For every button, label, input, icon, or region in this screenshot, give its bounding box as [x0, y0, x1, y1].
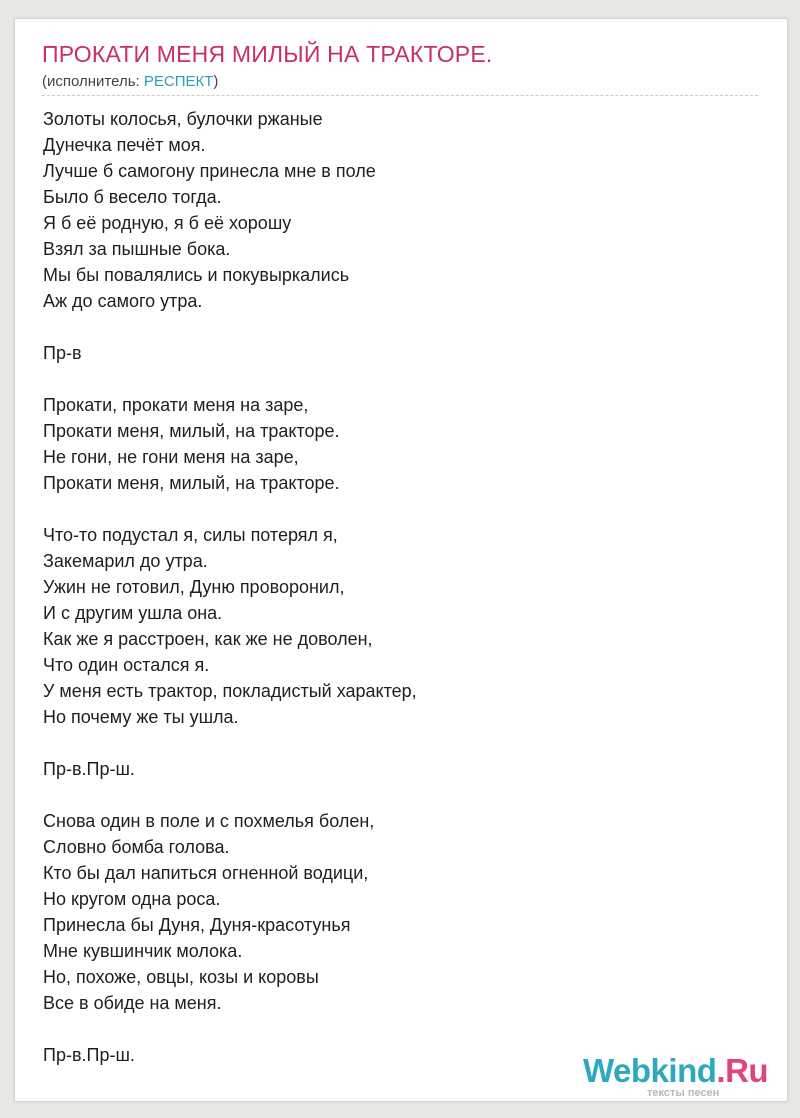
- lyric-line: Ужин не готовил, Дуню проворонил,: [43, 577, 345, 597]
- lyric-line: Кто бы дал напиться огненной водици,: [43, 863, 369, 883]
- lyric-line: Закемарил до утра.: [43, 551, 208, 571]
- logo-main-text: Webkind: [583, 1052, 717, 1089]
- logo-tld-text: .Ru: [716, 1052, 769, 1089]
- lyric-line: Аж до самого утра.: [43, 291, 203, 311]
- stanza-gap: [43, 314, 743, 340]
- lyric-line: Мы бы повалялись и покувыркались: [43, 265, 350, 285]
- lyric-line: Лучше б самогону принесла мне в поле: [43, 161, 376, 181]
- lyric-line: Было б весело тогда.: [43, 187, 222, 207]
- header-divider: [42, 95, 758, 96]
- lyric-line: Что один остался я.: [43, 655, 210, 675]
- lyric-line: Прокати меня, милый, на тракторе.: [43, 421, 340, 441]
- lyrics-body: [43, 106, 743, 1068]
- artist-link[interactable]: РЕСПЕКТ: [143, 73, 214, 90]
- lyric-line: Золоты колосья, булочки ржаные: [43, 109, 323, 129]
- lyric-line: Снова один в поле и с похмелья болен,: [43, 811, 375, 831]
- stanza-gap: [43, 366, 743, 392]
- logo-subtitle: тексты песен: [647, 1087, 720, 1099]
- lyric-line: Пр-в: [43, 343, 82, 363]
- lyric-line: Не гони, не гони меня на заре,: [43, 447, 299, 467]
- lyric-line: Словно бомба голова.: [43, 837, 230, 857]
- lyric-line: Дунечка печёт моя.: [43, 135, 206, 155]
- lyric-line: Все в обиде на меня.: [43, 993, 222, 1013]
- artist-suffix: ): [213, 73, 219, 90]
- lyric-line: Принесла бы Дуня, Дуня-красотунья: [43, 915, 351, 935]
- lyric-line: Пр-в.Пр-ш.: [43, 1045, 135, 1065]
- lyric-line: Но почему же ты ушла.: [43, 707, 239, 727]
- lyric-line: Как же я расстроен, как же не доволен,: [43, 629, 373, 649]
- stanza-gap: [43, 730, 743, 756]
- stanza-gap: [43, 782, 743, 808]
- webkind-logo[interactable]: [583, 1052, 783, 1099]
- stanza-gap: [43, 496, 743, 522]
- stanza-gap: [43, 1016, 743, 1042]
- lyric-line: Прокати, прокати меня на заре,: [43, 395, 309, 415]
- lyric-line: И с другим ушла она.: [43, 603, 223, 623]
- logo-wordmark: [583, 1052, 783, 1090]
- lyric-line: Пр-в.Пр-ш.: [43, 759, 135, 779]
- lyric-line: Но, похоже, овцы, козы и коровы: [43, 967, 319, 987]
- artist-line: [42, 73, 218, 90]
- lyric-line: Я б её родную, я б её хорошу: [43, 213, 292, 233]
- artist-prefix: (исполнитель:: [42, 73, 144, 90]
- lyric-line: Мне кувшинчик молока.: [43, 941, 243, 961]
- lyric-line: Взял за пышные бока.: [43, 239, 231, 259]
- lyric-line: Что-то подустал я, силы потерял я,: [43, 525, 338, 545]
- lyric-line: Прокати меня, милый, на тракторе.: [43, 473, 340, 493]
- song-title: ПРОКАТИ МЕНЯ МИЛЫЙ НА ТРАКТОРЕ.: [42, 41, 493, 67]
- lyric-line: У меня есть трактор, покладистый характер,: [43, 681, 417, 701]
- lyric-line: Но кругом одна роса.: [43, 889, 221, 909]
